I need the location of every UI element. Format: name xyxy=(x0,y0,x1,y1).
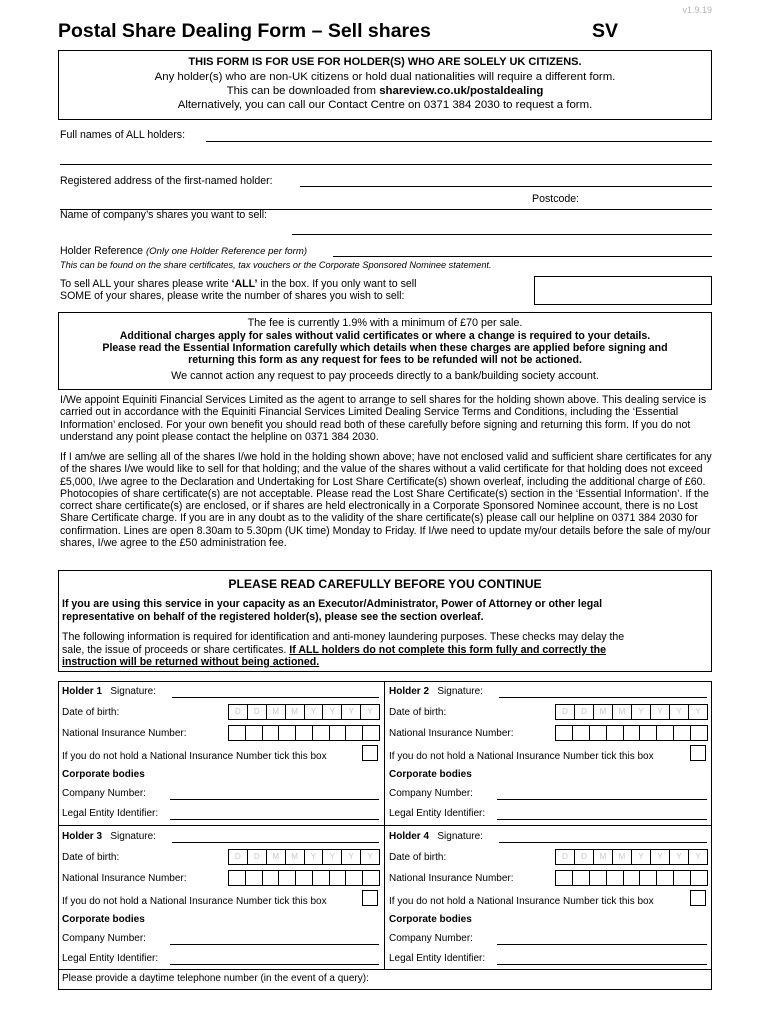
dob-cell: Y xyxy=(670,705,689,719)
dob-cell: Y xyxy=(367,852,373,861)
holder-3-company-number-line[interactable] xyxy=(170,944,379,945)
holder-3-ni-label: National Insurance Number: xyxy=(62,873,187,884)
holders-divider-horizontal xyxy=(58,825,712,826)
holder-1-heading: Holder 1 Signature: xyxy=(62,686,156,697)
holder-4-no-ni-checkbox[interactable] xyxy=(690,890,706,906)
dob-cell: M xyxy=(594,850,613,864)
ni-cell xyxy=(573,726,590,740)
download-link[interactable]: shareview.co.uk/postaldealing xyxy=(379,85,544,97)
dob-cell: D xyxy=(556,705,575,719)
notice-line2: Any holder(s) who are non-UK citizens or hold dual nationalities will require a different form. xyxy=(154,71,616,83)
postcode-label: Postcode: xyxy=(532,193,580,205)
ni-cell xyxy=(590,726,607,740)
ni-cell xyxy=(573,871,590,885)
ni-cell xyxy=(657,871,674,885)
sell-line-2: SOME of your shares, please write the number of shares you wish to sell: xyxy=(60,290,405,302)
careful-heading: PLEASE READ CAREFULLY BEFORE YOU CONTINUE xyxy=(228,577,542,591)
holder-ref-hint: This can be found on the share certificates, tax vouchers or the Corporate Sponsored Nominee statement. xyxy=(60,260,492,270)
ni-cell xyxy=(590,871,607,885)
holder-1-lei-line[interactable] xyxy=(170,819,379,820)
ni-cell xyxy=(674,871,691,885)
holder-4-heading: Holder 4 Signature: xyxy=(389,831,483,842)
holder-4-lei-line[interactable] xyxy=(497,964,707,965)
dob-cell: D xyxy=(229,850,248,864)
holder-3-no-ni-checkbox[interactable] xyxy=(362,890,378,906)
holder-3-dob-label: Date of birth: xyxy=(62,852,120,863)
ni-cell xyxy=(263,726,280,740)
holder-3-dob-input[interactable] xyxy=(228,849,380,865)
version-label: v1.9.19 xyxy=(682,5,712,15)
holder-1-ni-label: National Insurance Number: xyxy=(62,728,187,739)
ni-cell xyxy=(556,871,573,885)
dob-cell: Y xyxy=(305,705,324,719)
company-label: Name of company’s shares you want to sell: xyxy=(60,209,268,221)
dob-cell: Y xyxy=(632,705,651,719)
careful-text-1: The following information is required for identification and anti-money laundering purposes. These checks may delay the xyxy=(62,631,625,643)
dob-cell: M xyxy=(286,850,305,864)
holder-ref-label: Holder Reference (Only one Holder Reference per form) xyxy=(60,245,308,257)
ni-cell xyxy=(330,871,347,885)
notice-line4: Alternatively, you can call our Contact Centre on 0371 384 2030 to request a form. xyxy=(177,99,593,111)
dob-cell: Y xyxy=(367,707,373,716)
holder-4-no-ni-label: If you do not hold a National Insurance Number tick this box xyxy=(389,896,654,907)
ni-cell xyxy=(674,726,691,740)
careful-text-3: instruction will be returned without being actioned. xyxy=(62,656,320,668)
holder-4-corporate-label: Corporate bodies xyxy=(389,914,472,925)
fees-line1: The fee is currently 1.9% with a minimum of £70 per sale. xyxy=(247,317,523,329)
holder-2-company-number-label: Company Number: xyxy=(389,788,473,799)
holder-1-corporate-label: Corporate bodies xyxy=(62,769,145,780)
holder-2-signature-line[interactable] xyxy=(499,697,707,698)
holder-1-company-number-line[interactable] xyxy=(170,799,379,800)
holder-4-dob-label: Date of birth: xyxy=(389,852,447,863)
ni-cell xyxy=(691,871,707,885)
holder-1-no-ni-checkbox[interactable] xyxy=(362,745,378,761)
phone-label: Please provide a daytime telephone number (in the event of a query): xyxy=(62,973,369,984)
dob-cell: Y xyxy=(305,850,324,864)
holder-3-no-ni-label: If you do not hold a National Insurance Number tick this box xyxy=(62,896,327,907)
dob-cell: D xyxy=(575,705,594,719)
shares-to-sell-box[interactable] xyxy=(534,276,712,305)
ni-cell xyxy=(296,726,313,740)
full-names-line-1[interactable] xyxy=(206,141,712,142)
holder-3-heading: Holder 3 Signature: xyxy=(62,831,156,842)
ni-cell xyxy=(556,726,573,740)
fees-line3: Please read the Essential Information carefully which details when these charges are applied before signing and xyxy=(102,342,668,354)
holder-4-lei-label: Legal Entity Identifier: xyxy=(389,953,486,964)
dob-cell: Y xyxy=(651,705,670,719)
dob-cell: M xyxy=(613,705,632,719)
holder-3-signature-line[interactable] xyxy=(172,842,379,843)
dob-cell: D xyxy=(575,850,594,864)
careful-bold-2: representative on behalf of the registered holder(s), please see the section overleaf. xyxy=(62,611,484,623)
ni-cell xyxy=(246,871,263,885)
ni-cell xyxy=(296,871,313,885)
holder-2-dob-input[interactable] xyxy=(555,704,708,720)
fees-line4: returning this form as any request for fees to be refunded will not be actioned. xyxy=(188,354,582,366)
holder-2-ni-input[interactable] xyxy=(555,725,708,741)
dob-cell: Y xyxy=(695,852,701,861)
holder-4-signature-line[interactable] xyxy=(499,842,707,843)
notice-heading: THIS FORM IS FOR USE FOR HOLDER(S) WHO ARE SOLELY UK CITIZENS. xyxy=(188,56,582,68)
holder-4-company-number-line[interactable] xyxy=(497,944,707,945)
form-code: SV xyxy=(592,20,619,42)
sell-line-1: To sell ALL your shares please write ‘ALL’ in the box. If you only want to sell xyxy=(60,278,417,290)
careful-bold-1: If you are using this service in your capacity as an Executor/Administrator, Power of Attorney or other legal xyxy=(62,598,603,610)
dob-cell: Y xyxy=(323,705,342,719)
dob-cell: M xyxy=(613,850,632,864)
holder-2-corporate-label: Corporate bodies xyxy=(389,769,472,780)
holder-2-company-number-line[interactable] xyxy=(497,799,707,800)
holder-1-dob-label: Date of birth: xyxy=(62,707,120,718)
holders-divider-phone xyxy=(58,969,712,970)
holder-4-dob-input[interactable] xyxy=(555,849,708,865)
dob-cell: M xyxy=(267,705,286,719)
dob-cell: Y xyxy=(695,707,701,716)
ni-cell xyxy=(657,726,674,740)
dob-cell: Y xyxy=(670,850,689,864)
holder-1-dob-input[interactable] xyxy=(228,704,380,720)
notice-line3: This can be downloaded from shareview.co.uk/postaldealing xyxy=(226,85,544,97)
ni-cell xyxy=(363,871,379,885)
holder-2-dob-label: Date of birth: xyxy=(389,707,447,718)
ni-cell xyxy=(263,871,280,885)
company-line[interactable] xyxy=(292,234,712,235)
ni-cell xyxy=(624,726,641,740)
ni-cell xyxy=(313,726,330,740)
ni-cell xyxy=(229,871,246,885)
dob-cell: D xyxy=(248,705,267,719)
dob-cell: Y xyxy=(342,705,361,719)
dob-cell: D xyxy=(229,705,248,719)
fees-line2: Additional charges apply for sales without valid certificates or where a change is required to your details. xyxy=(119,330,651,342)
dob-cell: Y xyxy=(323,850,342,864)
form-title: Postal Share Dealing Form – Sell shares xyxy=(58,20,431,42)
holder-2-heading: Holder 2 Signature: xyxy=(389,686,483,697)
holder-1-ni-input[interactable] xyxy=(228,725,380,741)
holder-2-no-ni-label: If you do not hold a National Insurance Number tick this box xyxy=(389,751,654,762)
holder-1-signature-line[interactable] xyxy=(172,697,379,698)
holder-1-lei-label: Legal Entity Identifier: xyxy=(62,808,159,819)
ni-cell xyxy=(346,726,363,740)
holder-3-company-number-label: Company Number: xyxy=(62,933,146,944)
address-line-1[interactable] xyxy=(300,186,712,187)
dob-cell: D xyxy=(248,850,267,864)
ni-cell xyxy=(363,726,379,740)
holder-4-ni-label: National Insurance Number: xyxy=(389,873,514,884)
holder-3-lei-label: Legal Entity Identifier: xyxy=(62,953,159,964)
holder-3-corporate-label: Corporate bodies xyxy=(62,914,145,925)
full-names-label: Full names of ALL holders: xyxy=(60,129,186,141)
holder-4-ni-input[interactable] xyxy=(555,870,708,886)
dob-cell: M xyxy=(594,705,613,719)
lost-certificate-paragraph: If I am/we are selling all of the shares I/we hold in the holding shown above; have not enclosed valid and sufficient share certificates for any of the shares I/we would like to sell for that holding; and the value of the shares without a valid certificate for that holding does not exceed £5,000, I/we agree to the Declaration and Undertaking for Lost Share Certificate(s) shown overleaf, including the additional charge of £60. Photocopies of share certificate(s) are not acceptable. Please read the Lost Share Certificate(s) section in the ‘Essential Information’. If the correct share certificate(s) are enclosed, or if shares are held electronically in a Corporate Sponsored Nominee account, there is no Lost Share Certificate charge. If you are in any doubt as to the validity of the share certificate(s) please call our helpline on 0371 384 2030 for confirmation. Lines are open 8.30am to 5.30pm (UK time) Monday to Friday. If I/we need to update my/our details before the sale of my/our shares, I/we agree to the £50 administration fee. xyxy=(60,451,712,550)
ni-cell xyxy=(346,871,363,885)
full-names-line-2[interactable] xyxy=(60,164,712,165)
appointment-paragraph: I/We appoint Equiniti Financial Services Limited as the agent to arrange to sell shares for the holding shown above. This dealing service is carried out in accordance with the Equiniti Financial Services Limited Dealing Service Terms and Conditions, including the ‘Essential Information’ enclosed. For your own benefit you should read both of these carefully before signing and returning this form. If you do not understand any point please contact the helpline on 0371 384 2030. xyxy=(60,394,707,443)
dob-cell: M xyxy=(267,850,286,864)
ni-cell xyxy=(624,871,641,885)
dob-cell: M xyxy=(286,705,305,719)
ni-cell xyxy=(279,726,296,740)
address-label: Registered address of the first-named holder: xyxy=(60,175,273,187)
dob-cell: Y xyxy=(651,850,670,864)
holder-3-ni-input[interactable] xyxy=(228,870,380,886)
ni-cell xyxy=(279,871,296,885)
holder-2-lei-line[interactable] xyxy=(497,819,707,820)
ni-cell xyxy=(229,726,246,740)
fees-line5: We cannot action any request to pay proceeds directly to a bank/building society account. xyxy=(171,370,599,382)
dob-cell: Y xyxy=(342,850,361,864)
holder-2-ni-label: National Insurance Number: xyxy=(389,728,514,739)
holder-1-no-ni-label: If you do not hold a National Insurance Number tick this box xyxy=(62,751,327,762)
dob-cell: Y xyxy=(632,850,651,864)
holder-1-company-number-label: Company Number: xyxy=(62,788,146,799)
holder-2-no-ni-checkbox[interactable] xyxy=(690,745,706,761)
ni-cell xyxy=(330,726,347,740)
ni-cell xyxy=(313,871,330,885)
ni-cell xyxy=(640,871,657,885)
ni-cell xyxy=(640,726,657,740)
holder-ref-line[interactable] xyxy=(333,256,712,257)
ni-cell xyxy=(246,726,263,740)
holder-3-lei-line[interactable] xyxy=(170,964,379,965)
holder-4-company-number-label: Company Number: xyxy=(389,933,473,944)
ni-cell xyxy=(691,726,707,740)
dob-cell: D xyxy=(556,850,575,864)
ni-cell xyxy=(607,726,624,740)
careful-text-2: sale, the issue of proceeds or share certificates. If ALL holders do not complete this form fully and correctly the xyxy=(62,644,606,656)
ni-cell xyxy=(607,871,624,885)
holder-2-lei-label: Legal Entity Identifier: xyxy=(389,808,486,819)
